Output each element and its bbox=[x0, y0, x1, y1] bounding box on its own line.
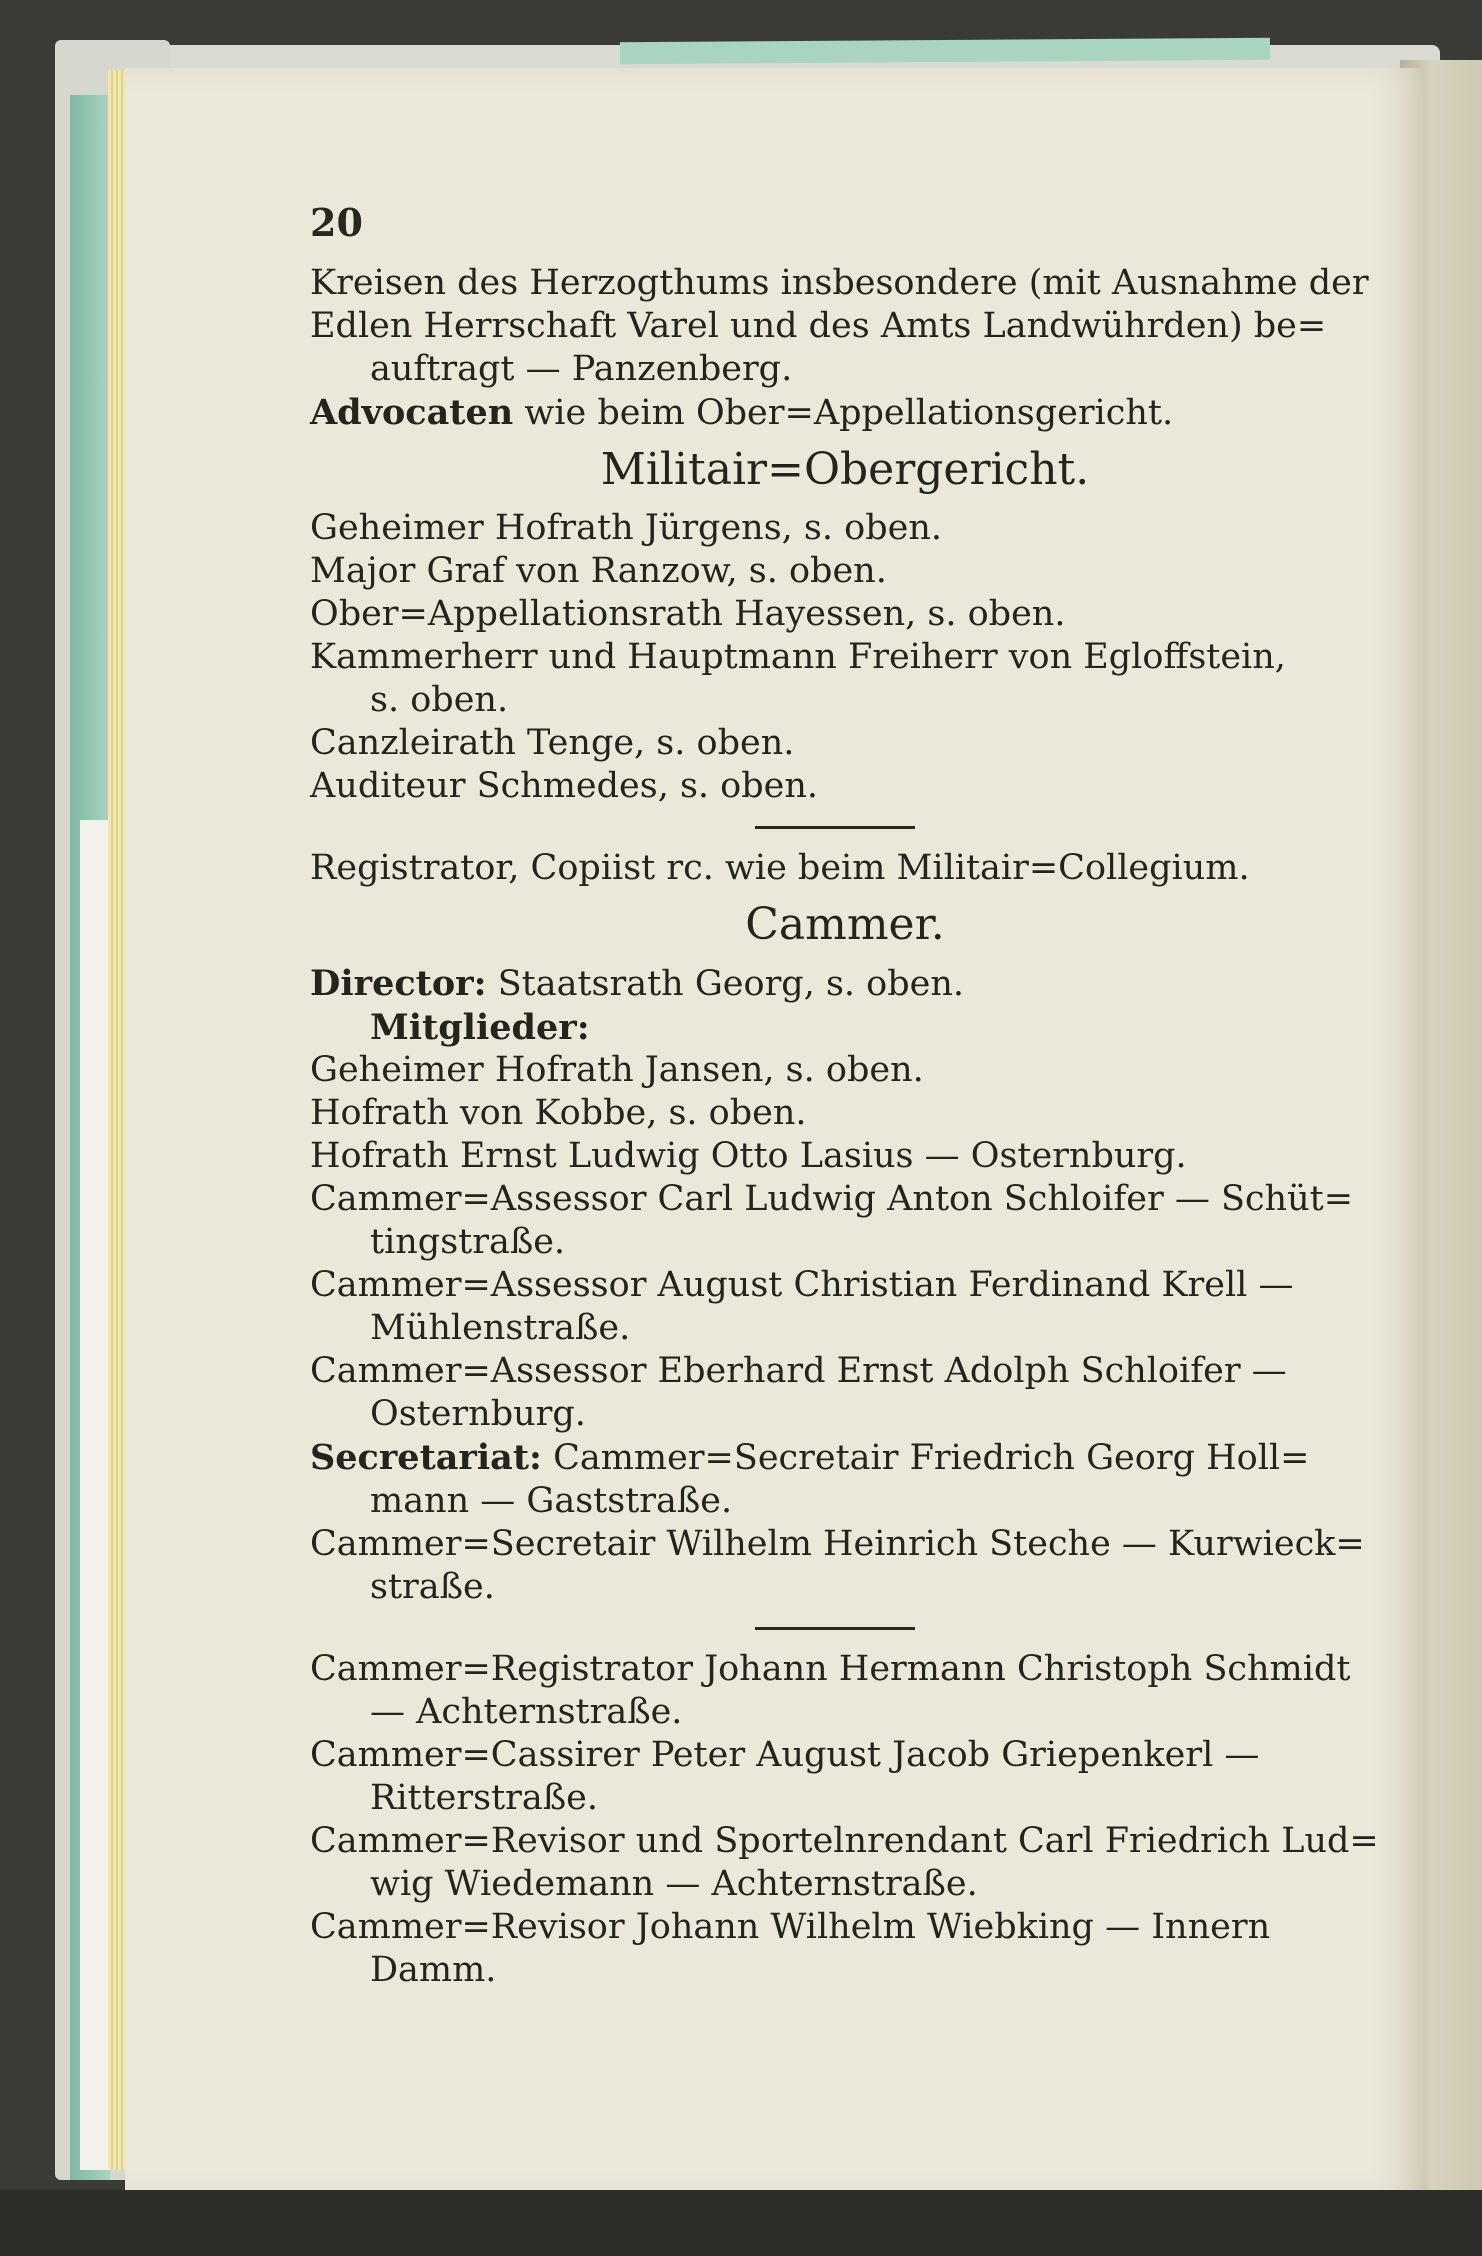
text-line: Geheimer Hofrath Jürgens, s. oben. bbox=[310, 508, 942, 548]
text-line: Mühlenstraße. bbox=[370, 1308, 631, 1348]
text-line: auftragt — Panzenberg. bbox=[370, 349, 793, 389]
text-line: Cammer=Revisor Johann Wilhelm Wiebking — Innern bbox=[310, 1907, 1271, 1947]
inserted-leaf bbox=[80, 820, 108, 2170]
text-line: Cammer=Cassirer Peter August Jacob Griepenkerl — bbox=[310, 1735, 1260, 1775]
text-line: mann — Gaststraße. bbox=[370, 1481, 733, 1521]
text-line: Osternburg. bbox=[370, 1394, 586, 1434]
secretariat-label: Secretariat: bbox=[310, 1437, 542, 1478]
section-divider bbox=[755, 826, 915, 829]
text-line: Major Graf von Ranzow, s. oben. bbox=[310, 551, 887, 591]
text-line: Cammer=Assessor Eberhard Ernst Adolph Schloifer — bbox=[310, 1351, 1287, 1391]
advocaten-text: wie beim Ober=Appellationsgericht. bbox=[524, 393, 1174, 433]
text-line: Hofrath Ernst Ludwig Otto Lasius — Osternburg. bbox=[310, 1136, 1187, 1176]
text-line: Auditeur Schmedes, s. oben. bbox=[310, 766, 819, 806]
text-line: Canzleirath Tenge, s. oben. bbox=[310, 723, 795, 763]
director-text: Staatsrath Georg, s. oben. bbox=[497, 964, 965, 1004]
text-line: Ritterstraße. bbox=[370, 1778, 598, 1818]
text-line: s. oben. bbox=[370, 680, 509, 720]
text-line: Geheimer Hofrath Jansen, s. oben. bbox=[310, 1050, 924, 1090]
text-line: tingstraße. bbox=[370, 1222, 566, 1262]
text-line: Cammer=Assessor Carl Ludwig Anton Schloifer — Schüt= bbox=[310, 1179, 1354, 1219]
text-line: Cammer=Registrator Johann Hermann Christoph Schmidt bbox=[310, 1649, 1351, 1689]
background-surface bbox=[0, 2190, 1482, 2256]
militair-heading: Militair=Obergericht. bbox=[600, 444, 1090, 495]
director-label: Director: bbox=[310, 963, 487, 1004]
text-line: Cammer=Assessor August Christian Ferdinand Krell — bbox=[310, 1265, 1294, 1305]
text-line: Cammer=Revisor und Sportelnrendant Carl Friedrich Lud= bbox=[310, 1821, 1379, 1861]
text-line: Edlen Herrschaft Varel und des Amts Landwührden) be= bbox=[310, 306, 1327, 346]
registrator-line: Registrator, Copiist rc. wie beim Militair=Collegium. bbox=[310, 848, 1250, 888]
text-line: Hofrath von Kobbe, s. oben. bbox=[310, 1093, 807, 1133]
page-number: 20 bbox=[310, 200, 363, 245]
advocaten-line bbox=[310, 391, 1380, 435]
advocaten-label: Advocaten bbox=[310, 392, 514, 433]
endpaper-top bbox=[620, 38, 1270, 65]
text-line: straße. bbox=[370, 1567, 495, 1607]
text-line: Cammer=Secretair Wilhelm Heinrich Steche — Kurwieck= bbox=[310, 1524, 1365, 1564]
secretariat-line bbox=[310, 1436, 1380, 1480]
secretariat-text: Cammer=Secretair Friedrich Georg Holl= bbox=[553, 1438, 1310, 1478]
director-line bbox=[310, 962, 1380, 1006]
text-line: — Achternstraße. bbox=[370, 1692, 683, 1732]
page-edges bbox=[108, 70, 126, 2170]
page-text bbox=[310, 262, 1380, 1992]
text-line: wig Wiedemann — Achternstraße. bbox=[370, 1864, 978, 1904]
text-line: Kreisen des Herzogthums insbesondere (mit Ausnahme der bbox=[310, 263, 1369, 303]
section-divider bbox=[755, 1627, 915, 1630]
text-line: Damm. bbox=[370, 1950, 497, 1990]
mitglieder-label: Mitglieder: bbox=[370, 1007, 590, 1048]
text-line: Ober=Appellationsrath Hayessen, s. oben. bbox=[310, 594, 1066, 634]
text-line: Kammerherr und Hauptmann Freiherr von Egloffstein, bbox=[310, 637, 1286, 677]
cammer-heading: Cammer. bbox=[745, 899, 945, 950]
